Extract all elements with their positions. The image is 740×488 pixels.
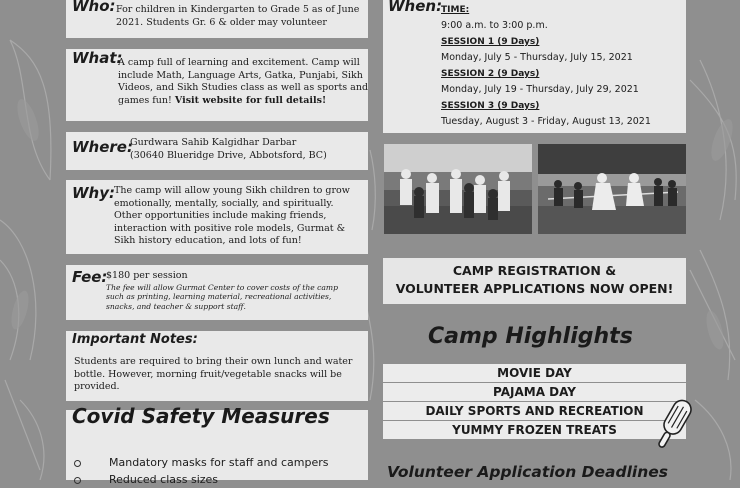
where-label: Where: — [72, 138, 133, 156]
who-card — [66, 0, 368, 38]
what-line-2: include Math, Language Arts, Gatka, Punjabi, Sikh — [118, 69, 363, 81]
why-label: Why: — [72, 184, 116, 202]
why-line-2: emotionally, mentally, socially, and spiritually. — [114, 197, 334, 209]
who-line-1: For children in Kindergarten to Grade 5 as of June — [116, 4, 360, 15]
why-line-5: Sikh history education, and lots of fun! — [114, 235, 302, 246]
bullet-icon — [74, 460, 81, 467]
highlight-item-2: PAJAMA DAY — [383, 383, 686, 401]
time-value: 9:00 a.m. to 3:00 p.m. — [441, 20, 548, 31]
website-link-text[interactable]: Visit website for full details! — [174, 94, 327, 106]
what-line-3: Videos, and Sikh Studies class as well as sports and — [118, 82, 369, 93]
where-card — [66, 132, 368, 170]
where-line-1: Gurdwara Sahib Kalgidhar Darbar — [130, 137, 297, 148]
covid-title: Covid Safety Measures — [72, 404, 330, 428]
fee-line-2: such as printing, learning material, recreational activities, — [106, 292, 332, 301]
session-2-name: SESSION 2 (9 Days) — [441, 69, 540, 79]
notes-card — [66, 331, 368, 401]
session-1-dates: Monday, July 5 - Thursday, July 15, 2021 — [441, 52, 633, 63]
highlight-item-1: MOVIE DAY — [383, 364, 686, 382]
covid-card — [66, 404, 368, 486]
session-1-name: SESSION 1 (9 Days) — [441, 37, 540, 47]
registration-banner — [383, 258, 686, 304]
session-3-dates: Tuesday, August 3 - Friday, August 13, 2021 — [441, 116, 651, 127]
who-line-2: 2021. Students Gr. 6 & older may volunteer — [116, 16, 327, 28]
notes-line-2: bottle. However, morning fruit/vegetable snacks will be — [74, 368, 342, 380]
tug-of-war-photo — [538, 144, 686, 234]
why-line-1: The camp will allow young Sikh children to grow — [114, 185, 350, 196]
notes-line-1: Students are required to bring their own lunch and water — [74, 356, 353, 367]
time-label: TIME: — [441, 5, 470, 15]
session-3-name: SESSION 3 (9 Days) — [441, 101, 540, 111]
notes-line-3: provided. — [74, 381, 120, 392]
what-line-1: A camp full of learning and excitement. Camp will — [118, 57, 360, 68]
covid-item-1: Mandatory masks for staff and campers — [109, 456, 329, 469]
where-line-2: (30640 Blueridge Drive, Abbotsford, BC) — [130, 149, 327, 161]
highlights-title: Camp Highlights — [428, 324, 633, 349]
highlight-item-3: DAILY SPORTS AND RECREATION — [383, 402, 686, 420]
why-line-4: interaction with positive role models, Gurmat & — [114, 222, 346, 234]
fee-line-1: The fee will allow Gurmat Center to cover costs of the camp — [106, 282, 338, 292]
fee-label: Fee: — [72, 268, 108, 286]
registration-line-1: CAMP REGISTRATION & — [452, 263, 617, 278]
covid-item-2: Reduced class sizes — [109, 473, 219, 486]
bullet-icon — [74, 477, 81, 484]
what-card — [66, 49, 368, 121]
when-label: When: — [388, 0, 443, 15]
campers-photo-left — [384, 144, 532, 234]
volunteer-deadlines-title: Volunteer Application Deadlines — [387, 463, 668, 481]
who-label: Who: — [72, 0, 116, 15]
why-line-3: Other opportunities include making friends, — [114, 210, 327, 221]
registration-line-2: VOLUNTEER APPLICATIONS NOW OPEN! — [395, 281, 674, 296]
popsicle-icon — [648, 396, 698, 454]
fee-amount: $180 per session — [106, 270, 188, 281]
why-card — [66, 180, 368, 254]
what-label: What: — [72, 49, 123, 67]
fee-line-3: snacks, and teacher & support staff. — [106, 301, 246, 311]
fee-card — [66, 265, 368, 320]
when-card — [383, 0, 686, 133]
highlight-item-4: YUMMY FROZEN TREATS — [383, 421, 686, 439]
what-line-4: games fun! — [118, 94, 175, 106]
notes-label: Important Notes: — [72, 332, 198, 347]
session-2-dates: Monday, July 19 - Thursday, July 29, 2021 — [441, 84, 639, 95]
